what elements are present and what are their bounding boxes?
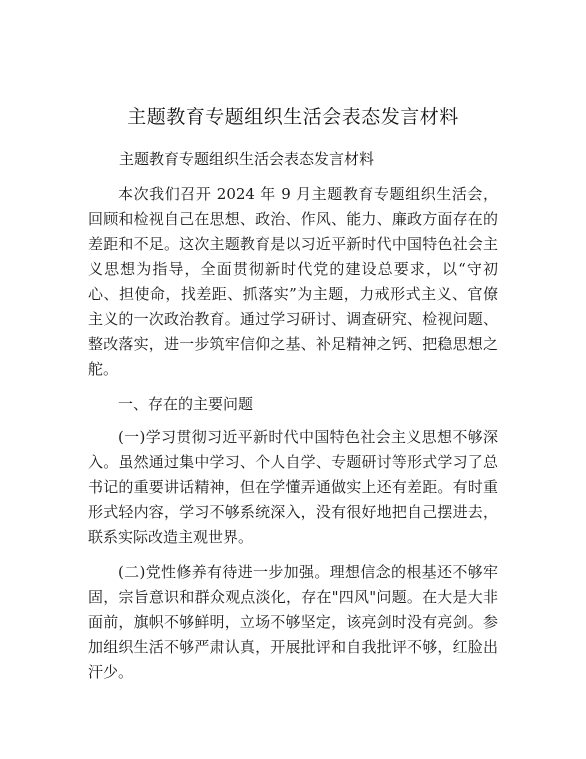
intro-paragraph: 本次我们召开 2024 年 9 月主题教育专题组织生活会，回顾和检视自己在思想、政治、作风、能力、廉政方面存在的差距和不足。这次主题教育是以习近平新时代中国特色社会主义思想为指导，全面贯彻新时代党的建设总要求，以“守初心、担使命，找差距、抓落实”为主题，力戒形式主义、官僚主义的一次政治教育。通过学习研讨、调查研究、检视问题、整改落实，进一步筑牢信仰之基、补足精神之钙、把稳思想之舵。 [88, 185, 498, 378]
section-heading-problems: 一、存在的主要问题 [118, 395, 254, 413]
document-subtitle: 主题教育专题组织生活会表态发言材料 [119, 150, 375, 168]
problem-item-1: (一)学习贯彻习近平新时代中国特色社会主义思想不够深入。虽然通过集中学习、个人自学、专题研讨等形式学习了总书记的重要讲话精神，但在学懂弄通做实上还有差距。有时重形式轻内容，学习不够系统深入，没有很好地把自己摆进去，联系实际改造主观世界。 [88, 428, 498, 546]
problem-item-2: (二)党性修养有待进一步加强。理想信念的根基还不够牢固，宗旨意识和群众观点淡化，存在"四风"问题。在大是大非面前，旗帜不够鲜明，立场不够坚定，该亮剑时没有亮剑。参加组织生活不够严肃认真，开展批评和自我批评不够，红脸出汗少。 [88, 563, 498, 681]
document-title: 主题教育专题组织生活会表态发言材料 [127, 106, 459, 128]
